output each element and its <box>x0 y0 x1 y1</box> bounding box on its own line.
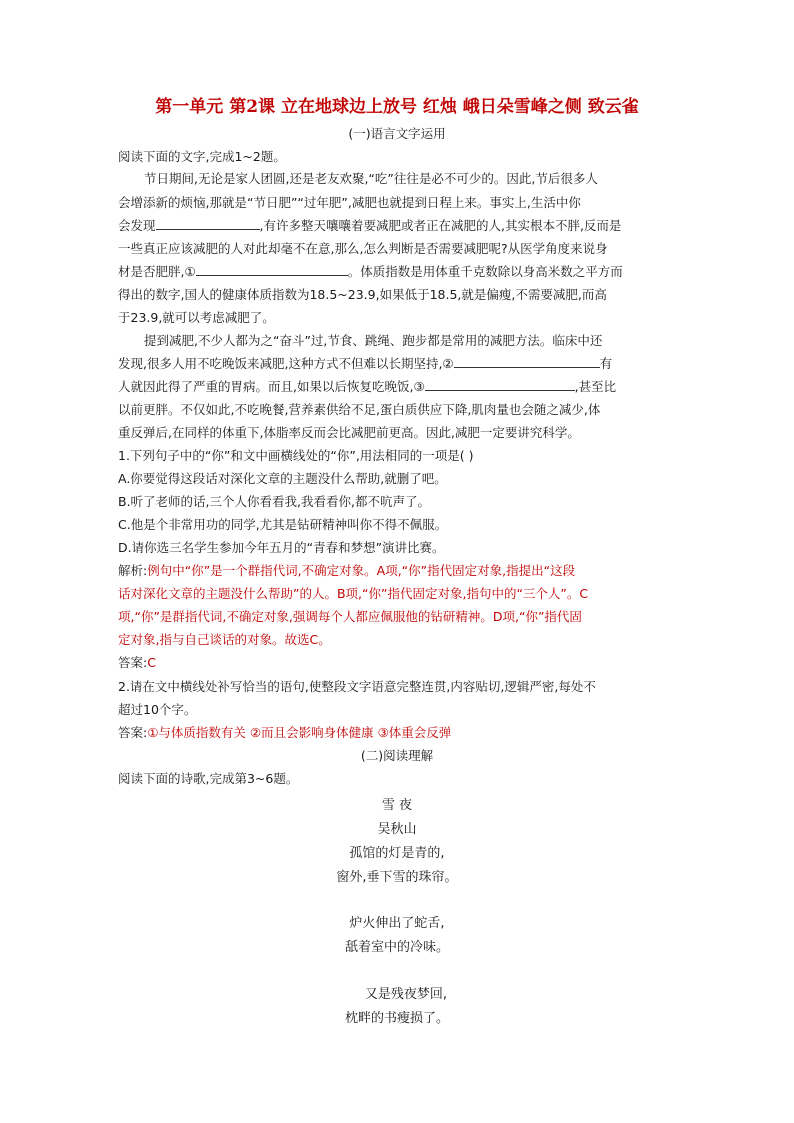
poem-line: 又是残夜梦回, <box>364 987 448 1002</box>
answer-label: 答案: <box>118 725 148 740</box>
fill-blank-3 <box>425 378 575 391</box>
passage-line: 会增添新的烦恼,那就是“节日肥”“过年肥”,减肥也就提到日程上来。事实上,生活中你 <box>118 195 581 210</box>
fill-blank-1 <box>196 263 348 276</box>
passage-line: 提到减肥,不少人都为之“奋斗”过,节食、跳绳、跑步都是常用的减肥方法。临床中还 <box>144 333 603 348</box>
passage-line <box>118 377 616 395</box>
question-2-stem: 2.请在文中横线处补写恰当的语句,使整段文字语意完整连贯,内容贴切,逻辑严密,每处不 <box>118 679 596 694</box>
poem-line: 炉火伸出了蛇舌, <box>349 916 445 931</box>
poem-line: 舐着室中的冷味。 <box>344 940 449 955</box>
analysis-text: 例句中“你”是一个群指代词,不确定对象。A项,“你”指代固定对象,指提出“这段 <box>147 563 576 578</box>
passage-text: 。体质指数是用体重千克数除以身高米数之平方而 <box>347 264 623 279</box>
poem-line: 枕畔的书瘦损了。 <box>344 1011 449 1026</box>
question-1-stem: 1.下列句子中的“你”和文中画横线处的“你”,用法相同的一项是( ) <box>118 448 474 463</box>
passage-text: 有 <box>599 356 613 371</box>
answer-text: C <box>147 655 156 670</box>
instruction-2: 阅读下面的诗歌,完成第3~6题。 <box>118 771 299 786</box>
poem-line: 孤馆的灯是青的, <box>349 846 445 861</box>
question-2-stem: 超过10个字。 <box>118 702 197 717</box>
section-heading-language: (一)语言文字运用 <box>348 126 446 141</box>
option-b: B.听了老师的话,三个人你看看我,我看看你,都不吭声了。 <box>118 494 430 509</box>
passage-text: ,有许多整天嚷嚷着要减肥或者正在减肥的人,其实根本不胖,反而是 <box>259 218 622 233</box>
analysis-line: 定对象,指与自己谈话的对象。故选C。 <box>118 632 331 647</box>
passage-text: ,甚至比 <box>574 379 617 394</box>
fill-blank-2 <box>454 355 600 368</box>
passage-line: 以前更胖。不仅如此,不吃晚餐,营养素供给不足,蛋白质供应下降,肌肉量也会随之减少,体 <box>118 402 601 417</box>
poem-author: 吴秋山 <box>377 822 417 837</box>
passage-line: 重反弹后,在同样的体重下,体脂率反而会比减肥前更高。因此,减肥一定要讲究科学。 <box>118 425 580 440</box>
passage-line <box>118 354 612 372</box>
page-title: 第一单元 第2课 立在地球边上放号 红烛 峨日朵雪峰之侧 致云雀 <box>155 97 639 117</box>
passage-line: 于23.9,就可以考虑减肥了。 <box>118 310 275 325</box>
option-d: D.请你选三名学生参加今年五月的“青春和梦想”演讲比赛。 <box>118 540 445 555</box>
answer-line <box>118 653 156 671</box>
passage-line: 得出的数字,国人的健康体质指数为18.5~23.9,如果低于18.5,就是偏瘦,不需要减肥,而高 <box>118 287 607 302</box>
passage-text: 发现,很多人用不吃晚饭来减肥,这种方式不但难以长期坚持,② <box>118 356 454 371</box>
passage-line <box>118 262 623 280</box>
passage-line <box>118 216 621 234</box>
passage-line: 一些真正应该减肥的人对此却毫不在意,那么,怎么判断是否需要减肥呢?从医学角度来说身 <box>118 241 608 256</box>
poem-line: 窗外,垂下雪的珠帘。 <box>336 870 458 885</box>
passage-text: 人就因此得了严重的胃病。而且,如果以后恢复吃晚饭,③ <box>118 379 425 394</box>
fill-blank-underline <box>156 217 260 230</box>
analysis-line <box>118 561 575 579</box>
poem-title: 雪 夜 <box>381 798 413 813</box>
passage-text: 会发现 <box>118 218 156 233</box>
option-c: C.他是个非常用功的同学,尤其是钻研精神叫你不得不佩服。 <box>118 517 448 532</box>
answer-text: ①与体质指数有关 ②而且会影响身体健康 ③体重会反弹 <box>147 725 452 740</box>
answer-label: 答案: <box>118 655 148 670</box>
passage-text: 材是否肥胖,① <box>118 264 196 279</box>
option-a: A.你要觉得这段话对深化文章的主题没什么帮助,就删了吧。 <box>118 471 447 486</box>
analysis-line: 话对深化文章的主题没什么帮助”的人。B项,“你”指代固定对象,指句中的“三个人”。C <box>118 586 589 601</box>
passage-line: 节日期间,无论是家人团圆,还是老友欢聚,“吃”往往是必不可少的。因此,节后很多人 <box>144 171 598 186</box>
analysis-label: 解析: <box>118 563 148 578</box>
instruction-1: 阅读下面的文字,完成1~2题。 <box>118 149 286 164</box>
analysis-line: 项,“你”是群指代词,不确定对象,强调每个人都应佩服他的钻研精神。D项,“你”指代固 <box>118 609 582 624</box>
section-heading-reading: (二)阅读理解 <box>360 748 434 763</box>
answer-line <box>118 723 451 741</box>
